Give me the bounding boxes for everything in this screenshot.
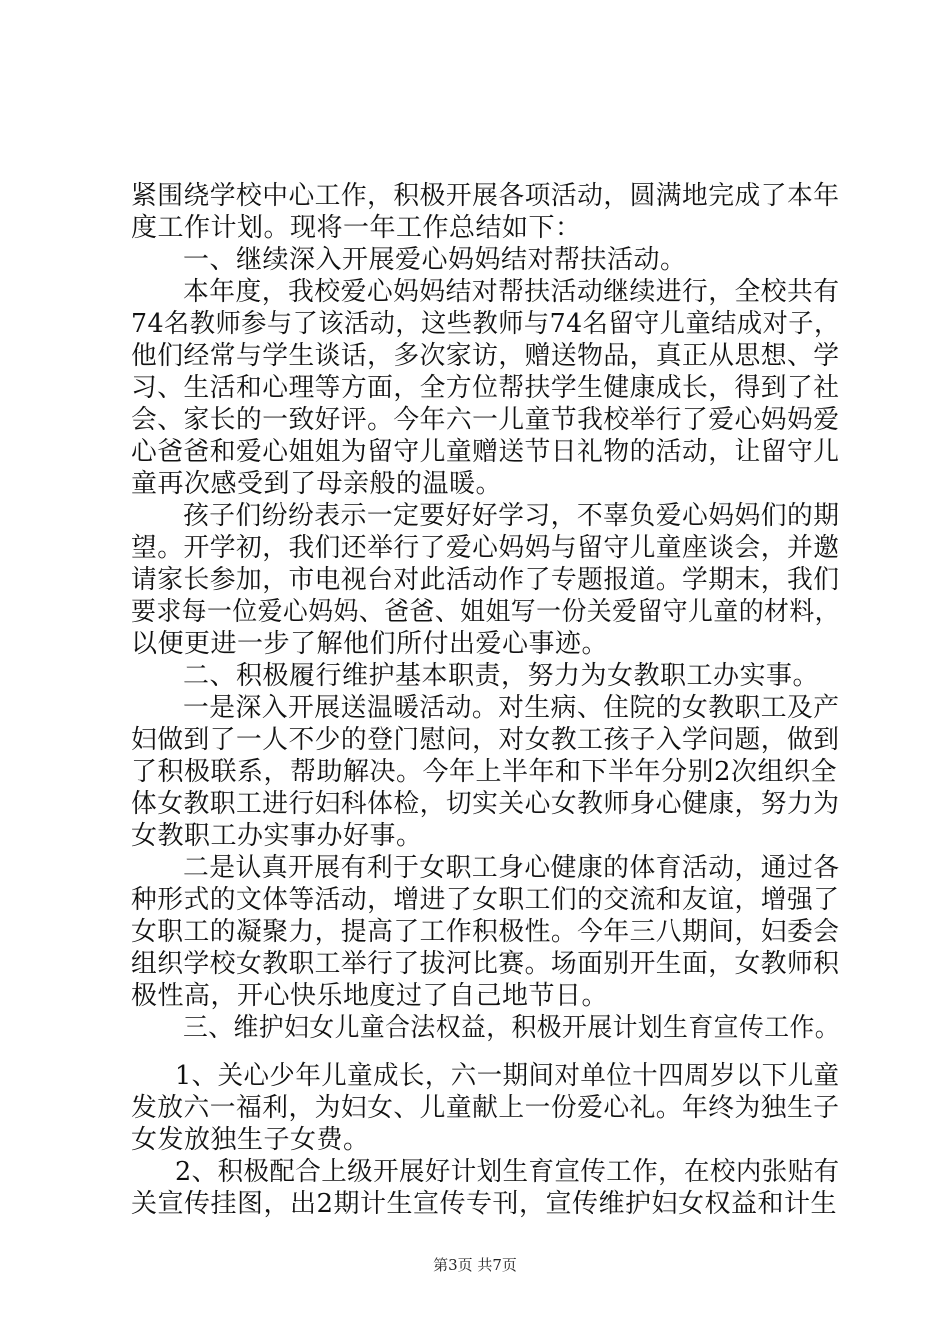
text-line: 妇做到了一人不少的登门慰问，对女教工孩子入学问题，做到 — [131, 725, 840, 755]
section-heading: 二、积极履行维护基本职责，努力为女教职工办实事。 — [183, 661, 820, 691]
text-line: 体女教职工进行妇科体检，切实关心女教师身心健康，努力为 — [131, 789, 840, 819]
text-line: 心爸爸和爱心姐姐为留守儿童赠送节日礼物的活动，让留守儿 — [131, 437, 840, 467]
text-line: 女职工的凝聚力，提高了工作积极性。今年三八期间，妇委会 — [131, 917, 840, 947]
text-line: 要求每一位爱心妈妈、爸爸、姐姐写一份关爱留守儿童的材料， — [131, 597, 840, 627]
text-line: 种形式的文体等活动，增进了女职工们的交流和友谊，增强了 — [131, 885, 840, 915]
text-line: 紧围绕学校中心工作，积极开展各项活动，圆满地完成了本年 — [131, 181, 840, 211]
text-line: 1、关心少年儿童成长，六一期间对单位十四周岁以下儿童 — [175, 1061, 840, 1091]
section-heading: 一、继续深入开展爱心妈妈结对帮扶活动。 — [183, 245, 687, 275]
text-line: 请家长参加，市电视台对此活动作了专题报道。学期末，我们 — [131, 565, 840, 595]
text-line: 习、生活和心理等方面，全方位帮扶学生健康成长，得到了社 — [131, 373, 840, 403]
text-line: 以便更进一步了解他们所付出爱心事迹。 — [131, 629, 609, 659]
text-line: 74名教师参与了该活动，这些教师与74名留守儿童结成对子， — [131, 309, 840, 339]
text-line: 二是认真开展有利于女职工身心健康的体育活动，通过各 — [183, 853, 840, 883]
text-line: 本年度，我校爱心妈妈结对帮扶活动继续进行，全校共有 — [183, 277, 840, 307]
text-line: 女教职工办实事办好事。 — [131, 821, 423, 851]
text-line: 女发放独生子女费。 — [131, 1125, 370, 1155]
section-heading: 三、维护妇女儿童合法权益，积极开展计划生育宣传工作。 — [183, 1013, 841, 1043]
text-line: 发放六一福利，为妇女、儿童献上一份爱心礼。年终为独生子 — [131, 1093, 840, 1123]
text-line: 一是深入开展送温暖活动。对生病、住院的女教职工及产 — [183, 693, 840, 723]
text-line: 童再次感受到了母亲般的温暖。 — [131, 469, 503, 499]
text-line: 关宣传挂图，出2期计生宣传专刊，宣传维护妇女权益和计生 — [131, 1189, 838, 1219]
text-line: 度工作计划。现将一年工作总结如下： — [131, 213, 582, 243]
text-line: 孩子们纷纷表示一定要好好学习，不辜负爱心妈妈们的期 — [183, 501, 840, 531]
text-line: 组织学校女教职工举行了拔河比赛。场面别开生面，女教师积 — [131, 949, 840, 979]
text-line: 会、家长的一致好评。今年六一儿童节我校举行了爱心妈妈爱 — [131, 405, 840, 435]
text-line: 望。开学初，我们还举行了爱心妈妈与留守儿童座谈会，并邀 — [131, 533, 840, 563]
text-line: 极性高，开心快乐地度过了自己地节日。 — [131, 981, 609, 1011]
page-number-footer: 第3页 共7页 — [433, 1256, 517, 1274]
text-line: 了积极联系，帮助解决。今年上半年和下半年分别2次组织全 — [131, 757, 838, 787]
text-line: 2、积极配合上级开展好计划生育宣传工作，在校内张贴有 — [175, 1157, 840, 1187]
text-line: 他们经常与学生谈话，多次家访，赠送物品，真正从思想、学 — [131, 341, 840, 371]
